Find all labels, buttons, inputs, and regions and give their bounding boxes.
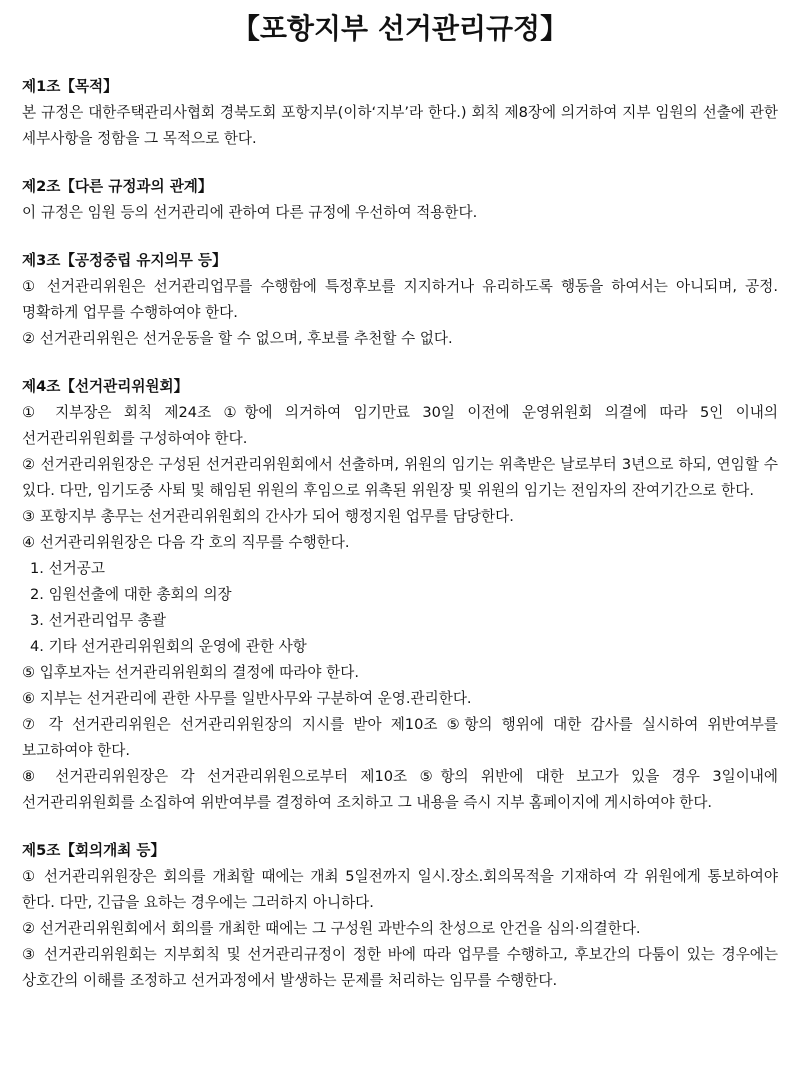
article-heading: 제1조【목적】 [22,78,118,95]
article-2 [22,174,778,226]
article-paragraph: ② 선거관리위원장은 구성된 선거관리위원회에서 선출하며, 위원의 임기는 위촉받은 날로부터 3년으로 하되, 연임할 수 있다. 다만, 임기도중 사퇴 및 해임된 위원의 후임으로 위촉된 위원장 및 위원의 임기는 전임자의 잔여기간으로 한다. [22,456,778,499]
article-paragraph: ① 지부장은 회칙 제24조 ①항에 의거하여 임기만료 30일 이전에 운영위원회 의결에 따라 5인 이내의 선거관리위원회를 구성하여야 한다. [22,404,778,447]
article-3 [22,248,778,352]
list-item: 1. 선거공고 [30,560,105,577]
article-paragraph: ⑥ 지부는 선거관리에 관한 사무를 일반사무와 구분하여 운영.관리한다. [22,690,472,707]
article-paragraph: ⑦ 각 선거관리위원은 선거관리위원장의 지시를 받아 제10조 ⑤항의 행위에 대한 감사를 실시하여 위반여부를 보고하여야 한다. [22,716,778,759]
article-4 [22,374,778,816]
article-heading: 제2조【다른 규정과의 관계】 [22,178,213,195]
article-5 [22,838,778,994]
article-heading: 제5조【회의개최 등】 [22,842,166,859]
article-heading: 제4조【선거관리위원회】 [22,378,189,395]
article-paragraph: ⑤ 입후보자는 선거관리위원회의 결정에 따라야 한다. [22,664,359,681]
list-item: 2. 임원선출에 대한 총회의 의장 [30,586,232,603]
article-paragraph: ② 선거관리위원회에서 회의를 개최한 때에는 그 구성원 과반수의 찬성으로 안건을 심의·의결한다. [22,920,641,937]
article-1 [22,74,778,152]
article-paragraph: ② 선거관리위원은 선거운동을 할 수 없으며, 후보를 추천할 수 없다. [22,330,453,347]
article-paragraph: 이 규정은 임원 등의 선거관리에 관하여 다른 규정에 우선하여 적용한다. [22,204,478,221]
document-title: 【포항지부 선거관리규정】 [231,12,569,45]
article-paragraph: ③ 선거관리위원회는 지부회칙 및 선거관리규정이 정한 바에 따라 업무를 수행하고, 후보간의 다툼이 있는 경우에는 상호간의 이해를 조정하고 선거과정에서 발생하는 문제를 처리하는 임무를 수행한다. [22,946,778,989]
article-paragraph: ⑧ 선거관리위원장은 각 선거관리위원으로부터 제10조 ⑤항의 위반에 대한 보고가 있을 경우 3일이내에 선거관리위원회를 소집하여 위반여부를 결정하여 조치하고 그 내용을 즉시 지부 홈페이지에 게시하여야 한다. [22,768,778,811]
article-paragraph: ④ 선거관리위원장은 다음 각 호의 직무를 수행한다. [22,534,350,551]
list-item: 3. 선거관리업무 총괄 [30,612,166,629]
document-page [0,6,794,1065]
article-heading: 제3조【공정중립 유지의무 등】 [22,252,227,269]
article-paragraph: ③ 포항지부 총무는 선거관리위원회의 간사가 되어 행정지원 업무를 담당한다. [22,508,514,525]
list-item: 4. 기타 선거관리위원회의 운영에 관한 사항 [30,638,307,655]
article-paragraph: 본 규정은 대한주택관리사협회 경북도회 포항지부(이하‘지부’라 한다.) 회칙 제8장에 의거하여 지부 임원의 선출에 관한 세부사항을 정함을 그 목적으로 한다. [22,104,778,147]
article-paragraph: ① 선거관리위원은 선거관리업무를 수행함에 특정후보를 지지하거나 유리하도록 행동을 하여서는 아니되며, 공정.명확하게 업무를 수행하여야 한다. [22,278,778,321]
article-paragraph: ① 선거관리위원장은 회의를 개최할 때에는 개최 5일전까지 일시.장소.회의목적을 기재하여 각 위원에게 통보하여야 한다. 다만, 긴급을 요하는 경우에는 그러하지 아니하다. [22,868,778,911]
